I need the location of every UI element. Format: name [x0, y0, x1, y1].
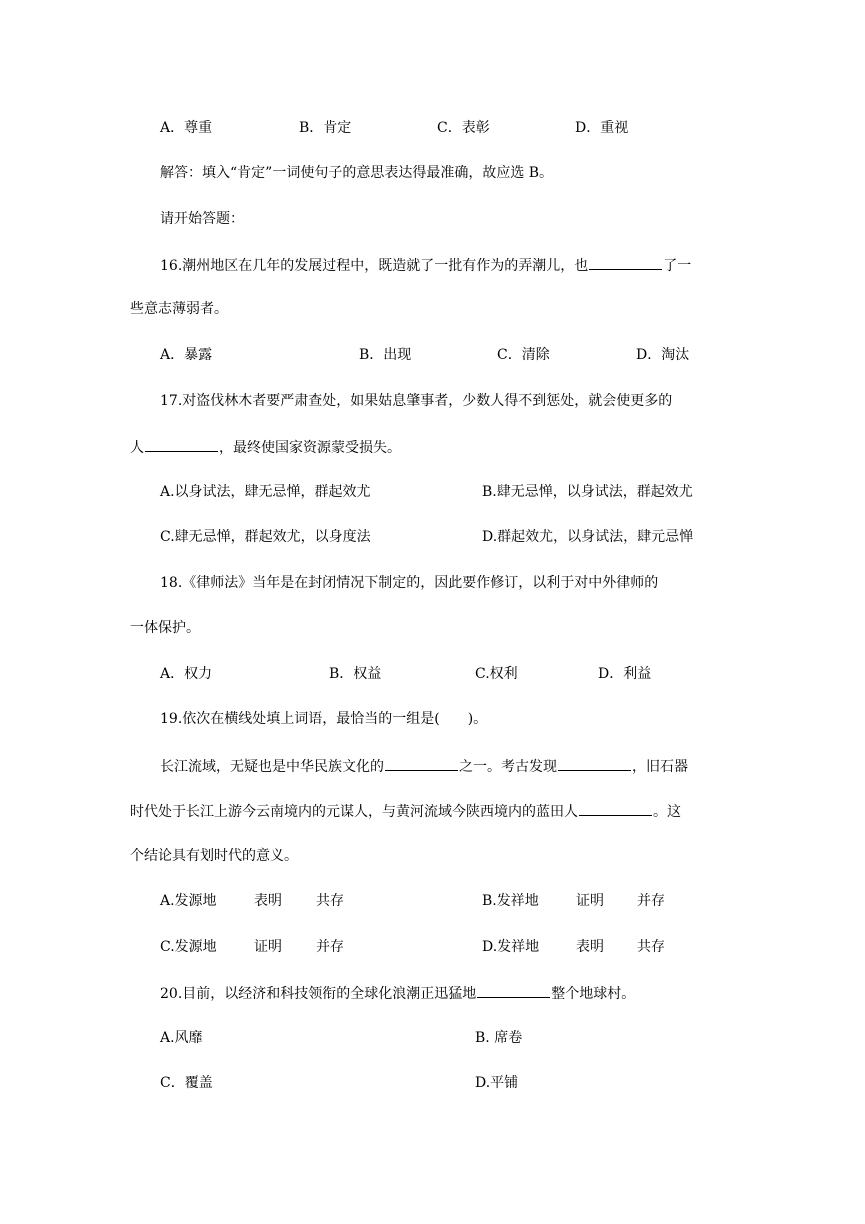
q19-blank-3: [579, 800, 652, 816]
q18-option-b: B．权益: [329, 666, 382, 682]
q19-option-a-3: 共存: [316, 893, 344, 909]
q19-blank-2: [558, 755, 631, 771]
q18-option-a: A．权力: [160, 666, 213, 682]
q17-option-c: C.肆无忌惮，群起效尤，以身度法: [160, 529, 371, 545]
q17-line1: 17.对盗伐林木者要严肃查处，如果姑息肇事者，少数人得不到惩处，就会使更多的: [160, 393, 673, 409]
intro-option-a: A．尊重: [160, 120, 213, 136]
q19-option-c-1: C.发源地: [160, 939, 217, 955]
q20-blank: [477, 982, 550, 998]
q16-option-b: B．出现: [359, 347, 412, 363]
q19-stem: 19.依次在横线处填上词语，最恰当的一组是( )。: [160, 711, 488, 727]
intro-option-d: D．重视: [575, 120, 629, 136]
q20-option-b: B. 席卷: [475, 1030, 523, 1046]
q19-option-c-3: 并存: [316, 939, 344, 955]
q19-p2-after: 。这: [653, 804, 681, 820]
q19-option-c-2: 证明: [254, 939, 282, 955]
q17-option-a: A.以身试法，肆无忌惮，群起效尤: [160, 484, 371, 500]
q18-line2: 一体保护。: [130, 620, 200, 636]
q19-option-d-1: D.发祥地: [482, 939, 540, 955]
q16-line1: [160, 254, 691, 276]
q16-option-a: A．暴露: [160, 347, 213, 363]
q19-passage-line1: [160, 755, 688, 777]
q19-option-d-3: 共存: [637, 939, 665, 955]
start-prompt: 请开始答题：: [160, 211, 244, 227]
q19-blank-1: [385, 755, 458, 771]
q19-option-a-2: 表明: [254, 893, 282, 909]
q19-option-b-1: B.发祥地: [482, 893, 539, 909]
q19-option-a-1: A.发源地: [160, 893, 217, 909]
q16-blank: [589, 254, 662, 270]
q17-line2: [130, 436, 401, 458]
q19-option-d-2: 表明: [576, 939, 604, 955]
q19-option-b-3: 并存: [637, 893, 665, 909]
q17-option-b: B.肆无忌惮，以身试法，群起效尤: [482, 484, 693, 500]
q17-option-d: D.群起效尤，以身试法，肆元忌惮: [482, 529, 694, 545]
q19-p1-before: 长江流域，无疑也是中华民族文化的: [160, 759, 384, 775]
q18-line1: 18.《律师法》当年是在封闭情况下制定的，因此要作修订，以利于对中外律师的: [160, 575, 659, 591]
q19-passage-line2: [130, 800, 681, 822]
q17-text-after: ，最终使国家资源蒙受损失。: [219, 440, 401, 456]
q19-option-b-2: 证明: [576, 893, 604, 909]
q18-option-d: D．利益: [598, 666, 652, 682]
q20-option-d: D.平铺: [475, 1075, 519, 1091]
q16-text-before: 16.潮州地区在几年的发展过程中，既造就了一批有作为的弄潮儿，也: [160, 258, 589, 274]
q20-stem: [160, 982, 635, 1004]
q19-p1-mid: 之一。考古发现: [459, 759, 557, 775]
q16-text-after: 了一: [663, 258, 692, 274]
q17-blank: [145, 436, 218, 452]
q17-text-before: 人: [130, 440, 144, 456]
explanation: 解答：填入“肯定”一词使句子的意思表达得最准确，故应选 B。: [160, 165, 554, 181]
q20-option-a: A.风靡: [160, 1030, 203, 1046]
q19-p2-before: 时代处于长江上游今云南境内的元谋人，与黄河流域今陕西境内的蓝田人: [130, 804, 578, 820]
q16-option-c: C．清除: [497, 347, 550, 363]
q19-passage-line3: 个结论具有划时代的意义。: [130, 848, 298, 864]
q20-text-before: 20.目前，以经济和科技领衔的全球化浪潮正迅猛地: [160, 986, 477, 1002]
q19-p1-after: ，旧石器: [632, 759, 688, 775]
intro-option-b: B．肯定: [299, 120, 352, 136]
q20-option-c: C．覆盖: [160, 1075, 213, 1091]
q16-option-d: D．淘汰: [636, 347, 690, 363]
q18-option-c: C.权利: [475, 666, 518, 682]
intro-option-c: C．表彰: [437, 120, 490, 136]
q20-text-after: 整个地球村。: [551, 986, 636, 1002]
q16-line2: 些意志薄弱者。: [130, 301, 228, 317]
